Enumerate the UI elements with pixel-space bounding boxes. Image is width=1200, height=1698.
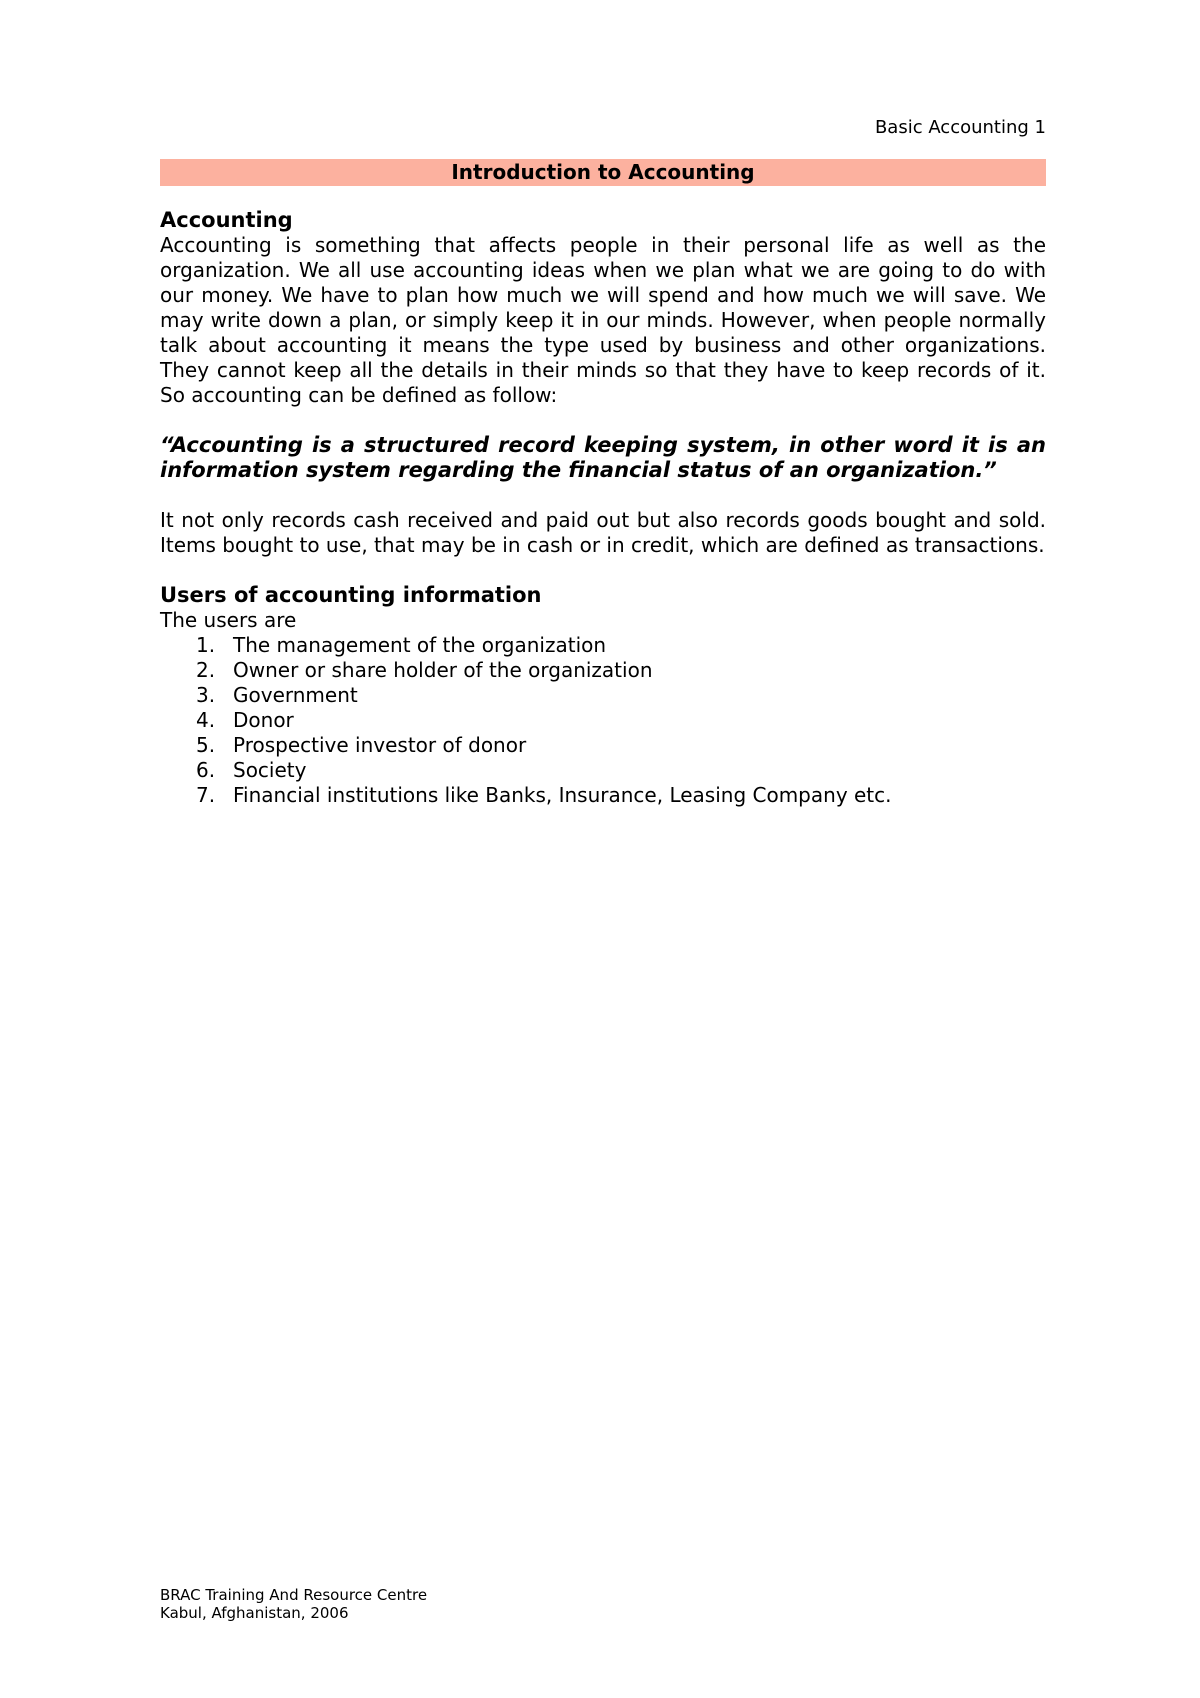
list-item xyxy=(160,658,1046,683)
list-item-text: Owner or share holder of the organization xyxy=(233,658,653,682)
list-item-text: Government xyxy=(233,683,358,707)
accounting-paragraph: Accounting is something that affects people in their personal life as well as the organization. We all use accounting ideas when we plan what we are going to do with our money. We have to plan how much we will spend and how much we will save. We may write down a plan, or simply keep it in our minds. However, when people normally talk about accounting it means the type used by business and other organizations. They cannot keep all the details in their minds so that they have to keep records of it. So accounting can be defined as follow: xyxy=(160,233,1046,407)
users-list xyxy=(160,633,1046,808)
list-item xyxy=(160,633,1046,658)
list-item-number: 7. xyxy=(196,783,216,807)
list-item-text: Society xyxy=(233,758,307,782)
list-item xyxy=(160,783,1046,808)
list-item xyxy=(160,758,1046,783)
list-item xyxy=(160,683,1046,708)
list-item-text: The management of the organization xyxy=(233,633,607,657)
list-item-text: Prospective investor of donor xyxy=(233,733,527,757)
list-item-number: 6. xyxy=(196,758,216,782)
list-item xyxy=(160,708,1046,733)
page-footer xyxy=(160,1586,427,1622)
section-heading-accounting: Accounting xyxy=(160,208,293,232)
footer-location-year: Kabul, Afghanistan, 2006 xyxy=(160,1604,349,1622)
users-intro: The users are xyxy=(160,608,297,632)
list-item-number: 1. xyxy=(196,633,216,657)
running-header: Basic Accounting 1 xyxy=(874,117,1046,138)
list-item-number: 5. xyxy=(196,733,216,757)
list-item-number: 2. xyxy=(196,658,216,682)
accounting-definition-quote: “Accounting is a structured record keeping system, in other word it is an information system regarding the financial status of an organization.” xyxy=(160,433,1046,482)
document-page xyxy=(160,0,1046,1698)
list-item-text: Financial institutions like Banks, Insurance, Leasing Company etc. xyxy=(233,783,892,807)
section-heading-users: Users of accounting information xyxy=(160,583,542,607)
footer-organization: BRAC Training And Resource Centre xyxy=(160,1586,428,1604)
title-bar: Introduction to Accounting xyxy=(160,159,1046,186)
transactions-paragraph: It not only records cash received and paid out but also records goods bought and sold. Items bought to use, that may be in cash or in credit, which are defined as transactions. xyxy=(160,508,1046,557)
list-item xyxy=(160,733,1046,758)
list-item-text: Donor xyxy=(233,708,294,732)
main-content xyxy=(160,208,1046,808)
list-item-number: 4. xyxy=(196,708,216,732)
list-item-number: 3. xyxy=(196,683,216,707)
